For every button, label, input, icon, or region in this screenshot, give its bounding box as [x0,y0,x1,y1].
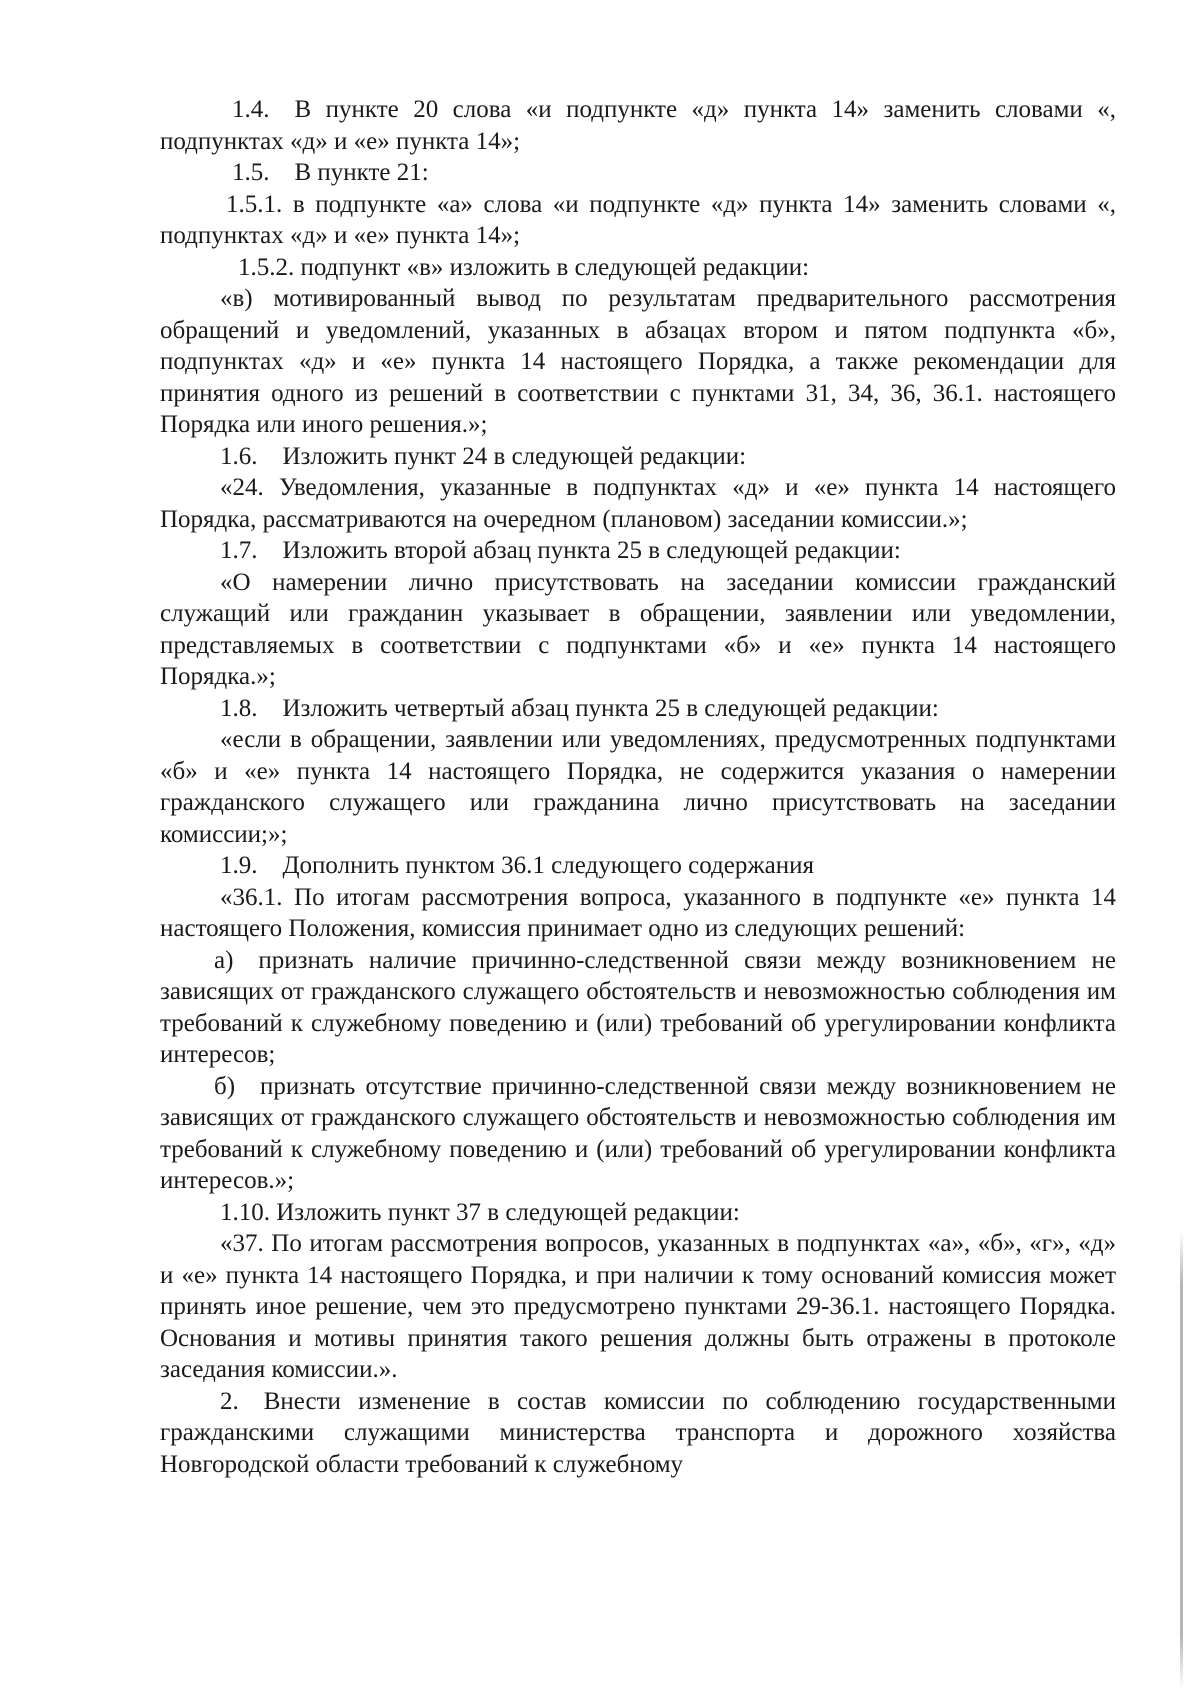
paragraph-1-5: 1.5. В пункте 21: [232,159,429,186]
scan-edge-mark [1180,1230,1183,1690]
paragraph-item-b: б) признать отсутствие причинно-следственной связи между возникновением не зависящих от гражданского служащего обстоятельств и невозможностью соблюдения им требований к служебному поведению и (или) требований об урегулировании конфликта интересов.»; [160,1072,1116,1194]
paragraph-1-5-1: 1.5.1. в подпункте «а» слова «и подпункте «д» пункта 14» заменить словами «, подпунктах «д» и «е» пункта 14»; [160,190,1116,249]
paragraph-1-8: 1.8. Изложить четвертый абзац пункта 25 в следующей редакции: [220,694,939,722]
paragraph-quote-esli: «если в обращении, заявлении или уведомлениях, предусмотренных подпунктами «б» и «е» пункта 14 настоящего Порядка, не содержится указания о намерении гражданского служащего или гражданина лично присутствовать на заседании комиссии;»; [160,726,1116,848]
paragraph-quote-36-1: «36.1. По итогам рассмотрения вопроса, указанного в подпункте «е» пункта 14 настоящего Положения, комиссия принимает одно из следующих решений: [160,883,1116,942]
paragraph-item-a: а) признать наличие причинно-следственной связи между возникновением не зависящих от гражданского служащего обстоятельств и невозможностью соблюдения им требований к служебному поведению и (или) требований об урегулировании конфликта интересов; [160,946,1116,1068]
paragraph-1-7: 1.7. Изложить второй абзац пункта 25 в следующей редакции: [220,537,901,564]
document-body [160,94,1116,1480]
paragraph-1-10: 1.10. Изложить пункт 37 в следующей редакции: [220,1198,740,1226]
paragraph-1-9: 1.9. Дополнить пунктом 36.1 следующего содержания [220,852,814,879]
paragraph-1-6: 1.6. Изложить пункт 24 в следующей редакции: [220,442,747,470]
paragraph-quote-o: «О намерении лично присутствовать на заседании комиссии гражданский служащий или гражданин указывает в обращении, заявлении или уведомлении, представляемых в соответствии с подпунктами «б» и «е» пункта 14 настоящего Порядка.»; [160,568,1116,690]
paragraph-1-4: 1.4. В пункте 20 слова «и подпункте «д» пункта 14» заменить словами «, подпунктах «д» и «е» пункта 14»; [160,96,1116,155]
paragraph-quote-37: «37. По итогам рассмотрения вопросов, указанных в подпунктах «а», «б», «г», «д» и «е» пункта 14 настоящего Порядка, и при наличии к тому оснований комиссия может принять иное решение, чем это предусмотрено пунктами 29-36.1. настоящего Порядка. Основания и мотивы принятия такого решения должны быть отражены в протоколе заседания комиссии.». [160,1230,1116,1383]
paragraph-1-5-2: 1.5.2. подпункт «в» изложить в следующей редакции: [238,253,810,281]
paragraph-quote-24: «24. Уведомления, указанные в подпунктах «д» и «е» пункта 14 настоящего Порядка, рассматриваются на очередном (плановом) заседании комиссии.»; [160,474,1116,533]
paragraph-quote-v: «в) мотивированный вывод по результатам предварительного рассмотрения обращений и уведомлений, указанных в абзацах втором и пятом подпункта «б», подпунктах «д» и «е» пункта 14 настоящего Порядка, а также рекомендации для принятия одного из решений в соответствии с пунктами 31, 34, 36, 36.1. настоящего Порядка или иного решения.»; [160,285,1116,438]
paragraph-2: 2. Внести изменение в состав комиссии по соблюдению государственными гражданскими служащими министерства транспорта и дорожного хозяйства Новгородской области требований к служебному [160,1387,1116,1478]
